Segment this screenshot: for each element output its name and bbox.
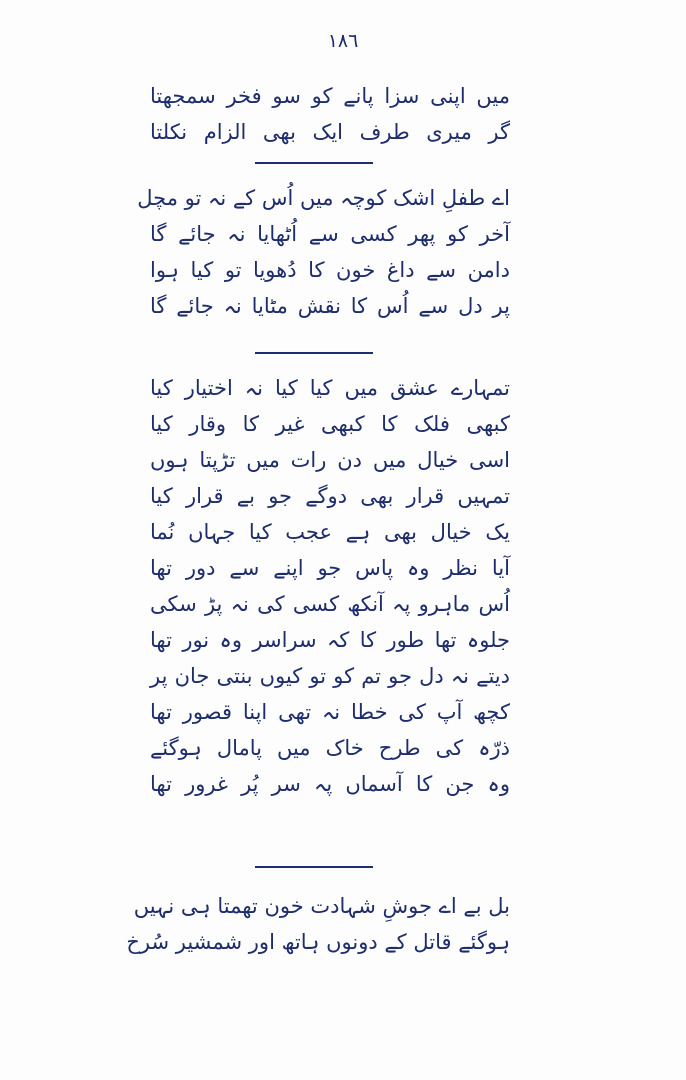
verse-line: اُس ماہرو پہ آنکھ کسی کی نہ پڑ سکی [150, 592, 510, 616]
verse-line: ہوگئے قاتل کے دونوں ہاتھ اور شمشیر سُرخ [126, 930, 510, 954]
verse-line: کچھ آپ کی خطا نہ تھی اپنا قصور تھا [150, 700, 510, 724]
stanza-divider [255, 162, 373, 164]
page-number: ١٨٦ [327, 30, 359, 52]
stanza-divider [255, 352, 373, 354]
verse-line: ذرّہ کی طرح خاک میں پامال ہوگئے [150, 736, 510, 760]
verse-line: وہ جن کا آسماں پہ سر پُر غرور تھا [150, 772, 510, 796]
stanza-1 [150, 78, 510, 150]
verse-line: یک خیال بھی ہے عجب کیا جہاں نُما [150, 520, 510, 544]
verse-line: اسی خیال میں دن رات میں تڑپتا ہوں [150, 448, 510, 472]
verse-line: تمہیں قرار بھی دوگے جو بے قرار کیا [150, 484, 510, 508]
verse-line: پر دل سے اُس کا نقش مٹایا نہ جائے گا [150, 294, 510, 318]
stanza-2 [137, 180, 510, 324]
verse-line: کبھی فلک کا کبھی غیر کا وقار کیا [150, 412, 510, 436]
stanza-divider [255, 866, 373, 868]
stanza-4 [126, 888, 510, 960]
verse-line: میں اپنی سزا پانے کو سو فخر سمجھتا [150, 84, 510, 108]
verse-line: دامن سے داغ خون کا دُھویا تو کیا ہوا [150, 258, 510, 282]
verse-line: آخر کو پھر کسی سے اُٹھایا نہ جائے گا [150, 222, 510, 246]
stanza-3 [150, 370, 510, 802]
verse-line: آیا نظر وہ پاس جو اپنے سے دور تھا [150, 556, 510, 580]
verse-line: تمہارے عشق میں کیا کیا نہ اختیار کیا [150, 376, 510, 400]
verse-line: گر میری طرف ایک بھی الزام نکلتا [150, 120, 510, 144]
verse-line: اے طفلِ اشک کوچہ میں اُس کے نہ تو مچل [137, 186, 510, 210]
verse-line: بل بے اے جوشِ شہادت خون تھمتا ہی نہیں [133, 894, 510, 918]
verse-line: جلوہ تھا طور کا کہ سراسر وہ نور تھا [150, 628, 510, 652]
verse-line: دیتے نہ دل جو تم کو تو کیوں بنتی جان پر [150, 664, 510, 688]
